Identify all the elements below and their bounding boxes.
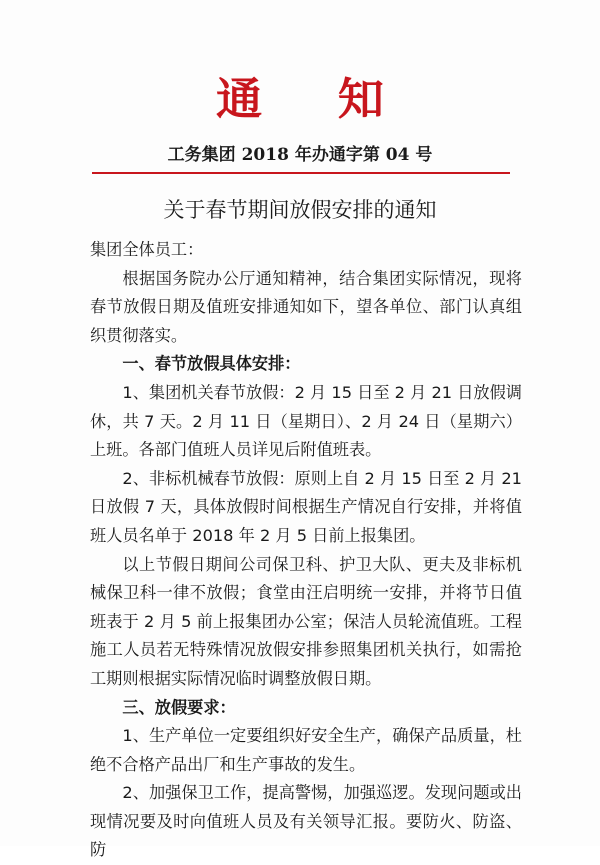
document-number: 工务集团 2018 年办通字第 04 号 [167, 145, 433, 165]
document-body [90, 236, 522, 865]
paragraph-duty-staff: 以上节假日期间公司保卫科、护卫大队、更夫及非标机械保卫科一律不放假；食堂由汪启明统一安排，并将节日值班表于 2 月 5 前上报集团办公室；保洁人员轮流值班。工程施工人员若无特殊情况放假安排参照集团机关执行，如需抢工期则根据实际情况临时调整放假日期。 [90, 554, 522, 688]
section-heading-arrangements: 一、春节放假具体安排： [122, 354, 301, 374]
section-heading-requirements: 三、放假要求： [122, 697, 236, 717]
document-title: 通知 [215, 74, 460, 125]
paragraph-machinery-holiday: 2、非标机械春节放假：原则上自 2 月 15 日至 2 月 21 日放假 7 天，具体放假时间根据生产情况自行安排，并将值班人员名单于 2018 年 2 月 5 日前上报集团。 [90, 468, 522, 545]
salutation: 集团全体员工： [90, 240, 204, 259]
paragraph-requirement-1: 1、生产单位一定要组织好安全生产，确保产品质量，杜绝不合格产品出厂和生产事故的发生。 [90, 726, 522, 774]
red-divider-line [92, 172, 510, 174]
paragraph-requirement-2: 2、加强保卫工作，提高警惕，加强巡逻。发现问题或出现情况要及时向值班人员及有关领导汇报。要防火、防盗、防 [90, 783, 522, 860]
intro-paragraph: 根据国务院办公厅通知精神，结合集团实际情况，现将春节放假日期及值班安排通知如下，望各单位、部门认真组织贯彻落实。 [90, 268, 522, 345]
paragraph-group-holiday: 1、集团机关春节放假：2 月 15 日至 2 月 21 日放假调休，共 7 天。2 月 11 日（星期日）、2 月 24 日（星期六）上班。各部门值班人员详见后附值班表。 [90, 382, 522, 460]
notice-heading: 关于春节期间放假安排的通知 [163, 198, 437, 222]
